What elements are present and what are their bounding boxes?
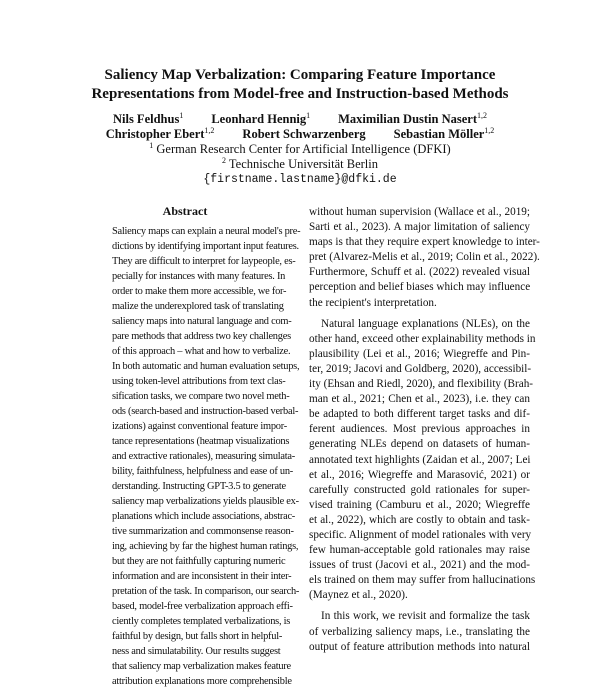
author: Leonhard Hennig$^1$ — [211, 110, 311, 126]
abstract-line: In both automatic and human evaluation setups, — [112, 361, 300, 372]
affiliation: $^1$ German Research Center for Artificial Intelligence (DFKI) — [149, 140, 451, 156]
body-line: pret (Alvarez-Melis et al., 2019; Colin et al., 2022). — [309, 251, 540, 264]
body-line: few human-acceptable gold rationales may raise — [309, 544, 530, 557]
abstract-line: tance representations (heatmap visualizations — [112, 436, 290, 447]
body-line: of verbalizing saliency maps, i.e., translating the — [309, 625, 530, 638]
email: {firstname.lastname}@dfki.de — [203, 173, 397, 186]
abstract-line: pretation of the task. In comparison, our search- — [112, 586, 300, 597]
abstract-heading: Abstract — [162, 204, 208, 218]
body-line: maps is that they require expert knowledge to inter- — [309, 236, 540, 249]
abstract-line: and extractive rationales), measuring simulata- — [112, 451, 295, 462]
body-line: specific. Alignment of model rationales with very — [309, 528, 532, 541]
abstract-line: pecially for instances with many features. In — [112, 271, 286, 282]
body-line: (Maynez et al., 2020). — [309, 589, 408, 602]
body-line: output of feature attribution methods into natural — [309, 640, 530, 653]
author: Nils Feldhus$^1$ — [112, 110, 184, 126]
body-line: be adapted to both different target tasks and dif- — [309, 408, 530, 421]
body-line: perception and belief biases which may influence — [309, 281, 531, 294]
abstract-line: but they are not faithfully capturing numeric — [112, 556, 286, 567]
author: Sebastian Möller$^{1,2}$ — [393, 125, 495, 141]
abstract-line: using token-level attributions from text clas- — [112, 376, 286, 387]
author: Robert Schwarzenberg — [242, 127, 366, 141]
body-line: ferent audiences. Most previous approaches in — [309, 423, 530, 436]
abstract-line: faithful by design, but falls short in helpful- — [112, 631, 283, 642]
paper-title — [60, 66, 540, 104]
body-line: Furthermore, Schuff et al. (2022) revealed visual — [309, 266, 530, 279]
body-line: other hand, exceed other explainability methods in — [309, 332, 536, 345]
abstract-line: derstanding. Instructing GPT-3.5 to generate — [112, 481, 286, 492]
abstract-line: tive summarization and commonsense reason- — [112, 526, 294, 537]
body-line: et al., 2022), which are costly to obtain and task- — [309, 513, 530, 526]
abstract-line: that saliency map verbalization makes feature — [112, 661, 291, 672]
title-line: Saliency Map Verbalization: Comparing Feature Importance — [104, 67, 496, 83]
abstract-line: dictions by identifying important input features. — [112, 241, 299, 252]
body-column-right — [309, 205, 540, 655]
abstract-line: bility, faithfulness, helpfulness and ease of un- — [112, 466, 293, 477]
author: Christopher Ebert$^{1,2}$ — [105, 125, 215, 141]
abstract-line: saliency map verbalizations yields plausible ex- — [112, 496, 299, 507]
body-line: ter, 2019; Jacovi and Goldberg, 2020), accessibil- — [309, 362, 532, 375]
body-line: vised training (Camburu et al., 2020; Wiegreffe — [309, 498, 530, 511]
author-line — [60, 112, 540, 127]
body-line: without human supervision (Wallace et al., 2019; — [309, 206, 530, 218]
body-line: man et al., 2021; Chen et al., 2023), i.e. they can — [309, 393, 530, 406]
abstract-line: sification tasks, we compare two novel meth- — [112, 391, 290, 402]
abstract-line: ness and simulatability. Our results suggest — [112, 646, 281, 657]
abstract-line: information and are inconsistent in their inter- — [112, 571, 292, 582]
abstract-line: of this approach – what and how to verbalize. — [112, 346, 291, 357]
abstract-line: attribution explanations more comprehensible — [112, 676, 292, 687]
affiliation: $^2$ Technische Universität Berlin — [222, 155, 378, 171]
body-line: et al., 2016; Wiegreffe and Marasović, 2021) or — [309, 468, 530, 481]
abstract-text — [112, 224, 301, 689]
body-line: els trained on them may suffer from hallucinations — [309, 574, 536, 587]
abstract-line: order to make them more accessible, we for- — [112, 286, 287, 297]
abstract-line: based, model-free verbalization approach effi- — [112, 601, 293, 612]
body-line: ity (Ehsan and Riedl, 2020), and flexibility (Brah- — [309, 378, 534, 391]
abstract-line: saliency maps into natural language and com- — [112, 316, 292, 327]
abstract-line: malize the underexplored task of translating — [112, 301, 284, 312]
author: Maximilian Dustin Nasert$^{1,2}$ — [338, 110, 488, 126]
body-line: plausibility (Lei et al., 2016; Wiegreffe and Pin- — [309, 347, 530, 360]
body-line: the recipient's interpretation. — [309, 296, 437, 309]
body-line: carefully constructed gold rationales for super- — [309, 483, 530, 496]
author-block — [60, 112, 540, 187]
body-line: annotated text highlights (Zaidan et al., 2007; Lei — [309, 453, 531, 466]
abstract-line: Saliency maps can explain a neural model's pre- — [112, 226, 301, 237]
abstract-line: pare methods that address two key challenges — [112, 331, 291, 342]
abstract-line: ods (search-based and instruction-based verbal- — [112, 406, 299, 417]
body-line: generating NLEs depend on datasets of human- — [309, 438, 530, 451]
abstract-line: They are difficult to interpret for laypeople, es- — [112, 256, 296, 267]
author-line — [60, 127, 540, 142]
abstract-line: planations which include associations, abstrac- — [112, 511, 296, 522]
body-line: In this work, we revisit and formalize the task — [321, 610, 530, 623]
body-line: Natural language explanations (NLEs), on the — [321, 317, 530, 330]
abstract-line: izations) against conventional feature impor- — [112, 421, 287, 432]
body-line: Sarti et al., 2023). A major limitation of saliency — [309, 221, 530, 234]
title-line: Representations from Model-free and Instruction-based Methods — [91, 86, 509, 102]
abstract-line: ing, achieving by far the highest human ratings, — [112, 541, 299, 552]
abstract-line: ciently completes templated verbalizations, is — [112, 616, 291, 627]
body-line: issues of trust (Jacovi et al., 2021) and the mod- — [309, 559, 530, 572]
